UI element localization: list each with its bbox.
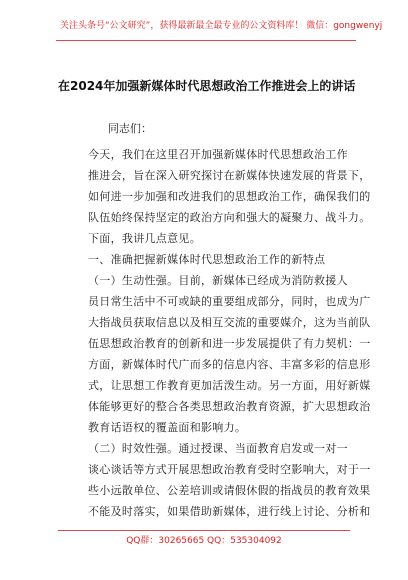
header-divider <box>56 40 356 41</box>
paragraph-line: 队伍始终保持坚定的政治方向和强大的凝聚力、战斗力。 <box>88 211 371 224</box>
paragraph-line: （一）生动性强。目前，新媒体已经成为消防救援人 <box>88 274 348 287</box>
paragraph-line: 推进会，旨在深入研究探讨在新媒体快速发展的背景下， <box>88 169 371 182</box>
paragraph-line: 伍思想政治教育的创新和进一步发展提供了有力契机：一 <box>88 337 371 350</box>
paragraph-line: 今天，我们在这里召开加强新媒体时代思想政治工作 <box>88 148 348 161</box>
greeting: 同志们： <box>108 122 152 135</box>
paragraph-line: （二）时效性强。通过授课、当面教育启发或一对一 <box>88 442 348 455</box>
paragraph-line: 如何进一步加强和改进我们的思想政治工作，确保我们的 <box>88 190 371 203</box>
header-banner: 关注头条号“公文研究”，获得最新最全最专业的公文资料库！ 微信：gongwenyj <box>60 21 383 31</box>
paragraph-line: 教育话语权的覆盖面和影响力。 <box>88 421 247 434</box>
paragraph-line: 不能及时落实，如果借助新媒体，进行线上讨论、分析和 <box>88 505 371 518</box>
paragraph-line: 体能够更好的整合各类思想政治教育资源，扩大思想政治 <box>88 400 371 413</box>
paragraph-line: 员日常生活中不可或缺的重要组成部分，同时，也成为广 <box>88 295 371 308</box>
paragraph-line: 式，让思想工作教育更加活泼生动。另一方面，用好新媒 <box>88 379 371 392</box>
paragraph-line: 大指战员获取信息以及相互交流的重要媒介，这为当前队 <box>88 316 371 329</box>
section-heading: 一、准确把握新媒体时代思想政治工作的新特点 <box>88 253 326 266</box>
paragraph-line: 方面，新媒体时代广而多的信息内容、丰富多彩的信息形 <box>88 358 371 371</box>
paragraph-line: 些小远散单位、公差培训或请假休假的指战员的教育效果 <box>88 484 371 497</box>
paragraph-line: 谈心谈话等方式开展思想政治教育受时空影响大，对于一 <box>88 463 371 476</box>
paragraph-line: 下面，我讲几点意见。 <box>88 232 201 245</box>
document-title: 在2024年加强新媒体时代思想政治工作推进会上的讲话 <box>58 79 356 93</box>
footer-divider <box>58 530 350 531</box>
footer-contact: QQ群：30265665 QQ：535304092 <box>126 536 282 546</box>
